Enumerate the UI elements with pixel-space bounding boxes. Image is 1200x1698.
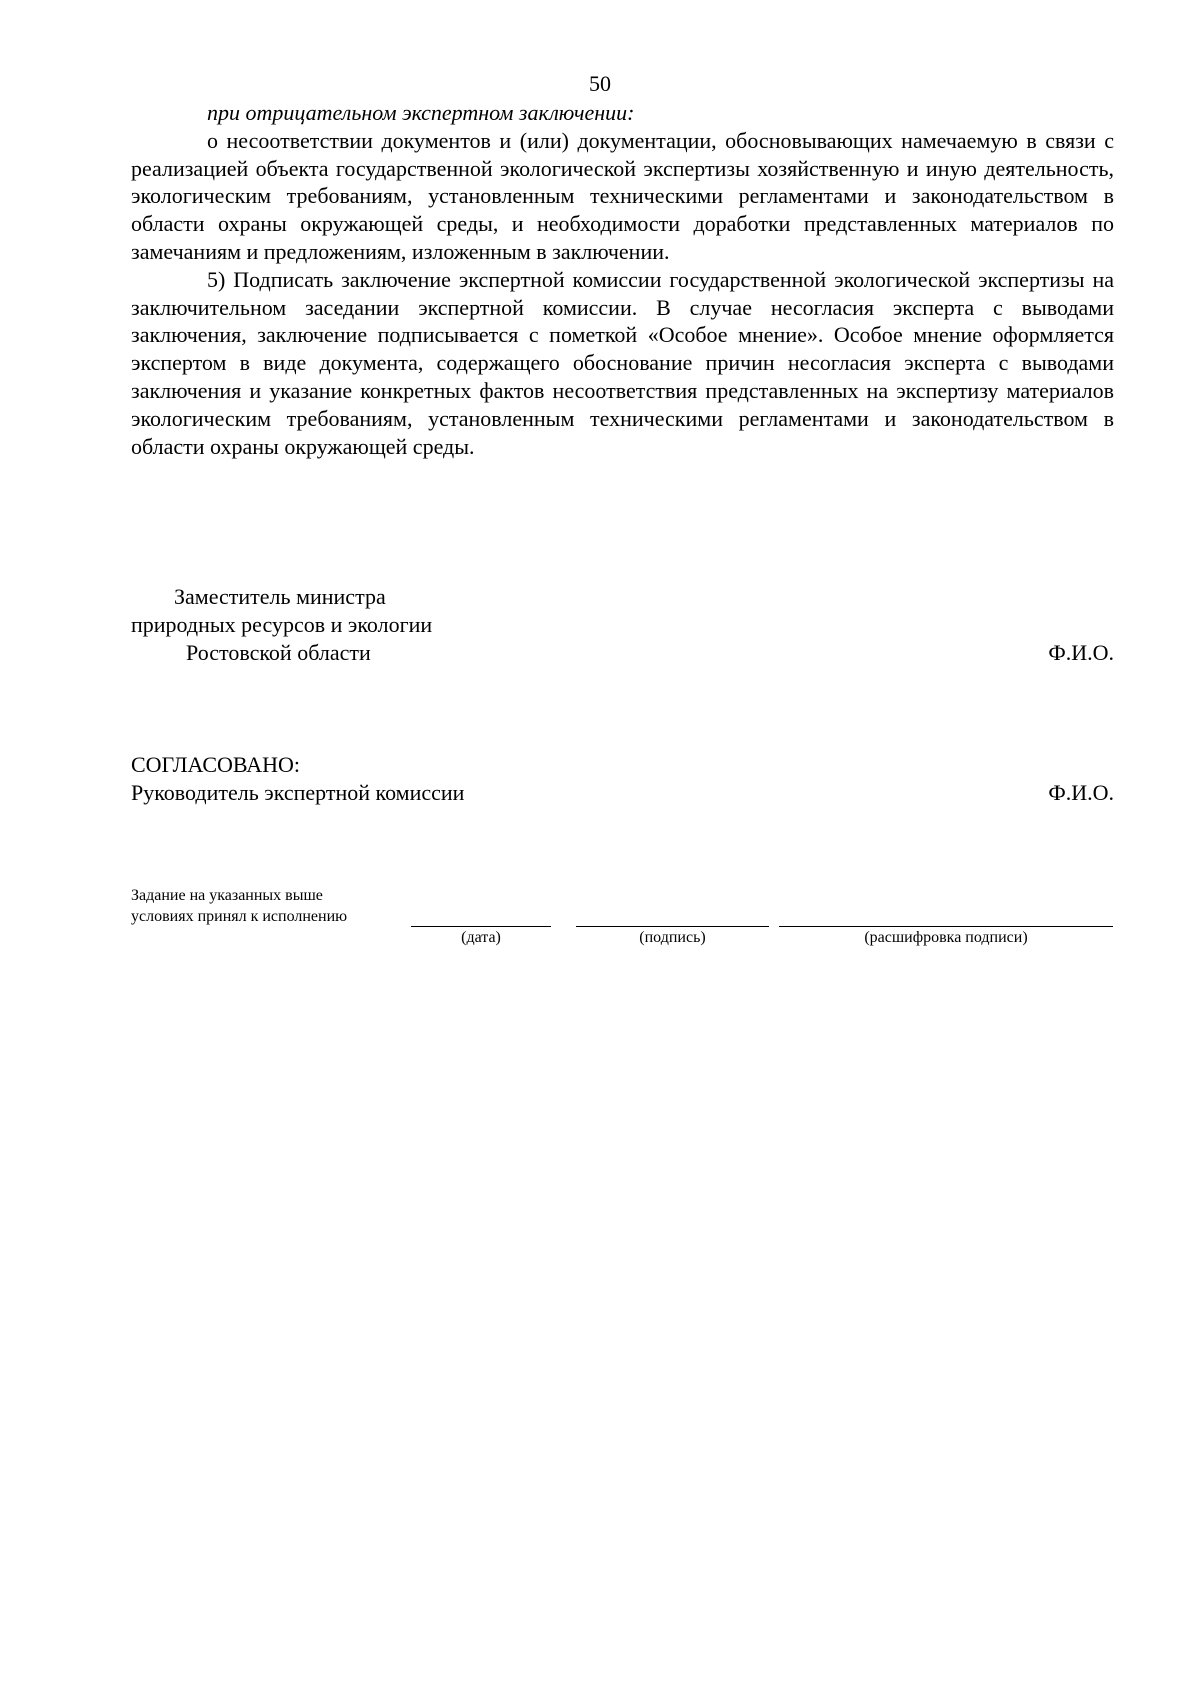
approval-role: Руководитель экспертной комиссии [131,780,465,805]
transcript-caption: (расшифровка подписи) [864,929,1028,946]
negative-conclusion-paragraph: о несоответствии документов и (или) документации, обосновывающих намечаемую в связи с реализацией объекта государственной экологической экспертизы хозяйственную и иную деятельность, экологическим требованиям, установленным техническими регламентами и законодательством в области охраны окружающей среды, и необходимости доработки представленных материалов по замечаниям и предложениям, изложенным в заключении. [131,127,1114,264]
page-number: 50 [589,71,611,96]
date-caption: (дата) [461,929,501,946]
task-acceptance-line-2: условиях принял к исполнению [131,908,348,925]
body-text [131,99,1114,460]
date-blank-line [411,926,551,927]
signatory-line-2: природных ресурсов и экологии [131,612,433,637]
approval-fio: Ф.И.О. [1048,780,1114,805]
negative-conclusion-heading: при отрицательном экспертном заключении: [207,100,635,125]
signature-blank-line [576,926,769,927]
signatory-line-3: Ростовской области [186,640,371,665]
signatory-line-1: Заместитель министра [174,584,386,609]
approval-heading: СОГЛАСОВАНО: [131,752,300,777]
transcript-blank-line [779,926,1113,927]
task-acceptance-line-1: Задание на указанных выше [131,887,323,904]
item-5-paragraph: 5) Подписать заключение экспертной комиссии государственной экологической экспертизы на заключительном заседании экспертной комиссии. В случае несогласия эксперта с выводами заключения, заключение подписывается с пометкой «Особое мнение». Особое мнение оформляется экспертом в виде документа, содержащего обоснование причин несогласия эксперта с выводами заключения и указание конкретных фактов несоответствия представленных на экспертизу материалов экологическим требованиям, установленным техническими регламентами и законодательством в области охраны окружающей среды. [131,266,1114,459]
signature-caption: (подпись) [639,929,706,946]
signatory-fio: Ф.И.О. [1048,640,1114,665]
